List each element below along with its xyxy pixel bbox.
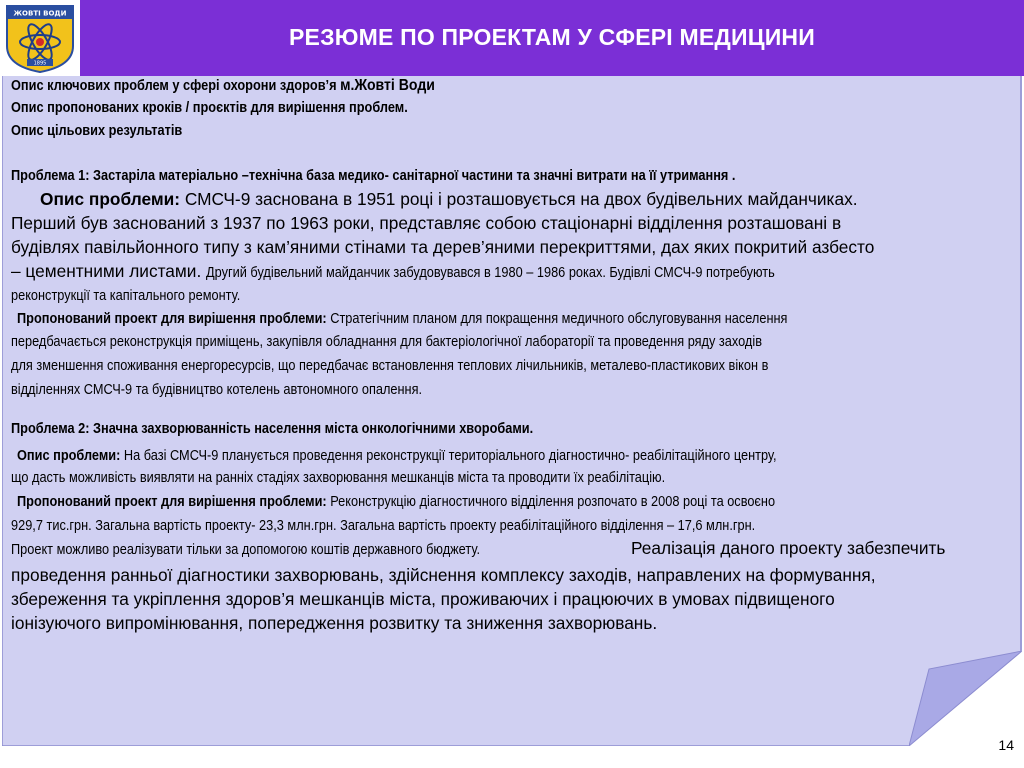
city-emblem-logo — [3, 2, 77, 74]
page-curl-corner — [909, 651, 1022, 746]
problem2-proj-line-1: Пропонований проект для вирішення проблеми: Реконструкцію діагностичного відділення розпочато в 2008 році та освоєно — [17, 494, 776, 510]
slide-title: РЕЗЮМЕ ПО ПРОЕКТАМ У СФЕРІ МЕДИЦИНИ — [289, 24, 815, 50]
problem2-proj-label: Пропонований проект для вирішення проблеми: — [17, 494, 327, 510]
problem1-proj-line-3: для зменшення споживання енергоресурсів, що передбачає встановлення теплових лічильників, металево-пластикових вікон в — [11, 358, 769, 374]
problem2-desc-line-1: Опис проблеми: На базі СМСЧ-9 планується проведення реконструкції територіального діагностично- реабілітаційного центру, — [17, 448, 777, 464]
problem1-proj-line-4: відділеннях СМСЧ-9 та будівництво котелень автономного опалення. — [11, 382, 423, 398]
problem2-desc-line-2: що дасть можливість виявляти на ранніх стадіях захворювання мешканців міста та проводити їх реабілітацію. — [11, 470, 666, 486]
problem1-desc-line-1: Опис проблеми: СМСЧ-9 заснована в 1951 році і розташовується на двох будівельних майданчиках. — [40, 189, 858, 209]
emblem-caption: ЖОВТІ ВОДИ — [13, 9, 67, 18]
problem2-proj-line-4: проведення ранньої діагностики захворювань, здійснення комплексу заходів, направлених на формування, — [11, 565, 876, 585]
problem1-desc-label: Опис проблеми: — [40, 189, 181, 209]
problem1-proj-line-2: передбачається реконструкція приміщень, закупівля обладнання для бактеріологічної лабораторії та проведення ряду заходів — [11, 334, 762, 350]
intro-line-3: Опис цільових результатів — [11, 123, 183, 139]
problem1-desc-line-3: будівлях павільйонного типу з кам’яними стінами та дерев’яними перекриттями, дах яких покритий азбесто — [11, 237, 875, 257]
problem2-proj-line-2: 929,7 тис.грн. Загальна вартість проекту- 23,3 млн.грн. Загальна вартість проекту реабілітаційного відділення – 17,6 млн.грн. — [11, 518, 756, 534]
page-number: 14 — [998, 737, 1014, 753]
problem2-proj-line-5: збереження та укріплення здоров’я мешканців міста, проживаючих і працюючих в умовах підвищеного — [11, 589, 835, 609]
emblem-year: 1895 — [33, 60, 47, 67]
problem1-proj-label: Пропонований проект для вирішення проблеми: — [17, 311, 327, 327]
problem1-desc-line-4: – цементними листами. Другий будівельний майданчик забудовувався в 1980 – 1986 роках. Будівлі СМСЧ-9 потребують — [11, 261, 775, 281]
problem1-desc-line-2: Перший був заснований з 1937 по 1963 роки, представляє собою стаціонарні відділення розташовані в — [11, 213, 842, 233]
problem1-proj-line-1: Пропонований проект для вирішення проблеми: Стратегічним планом для покращення медичного обслуговування населення — [17, 311, 788, 327]
intro-city: м.Жовті Води — [340, 77, 435, 94]
problem1-desc-line-5: реконструкції та капітального ремонту. — [11, 288, 241, 304]
problem2-proj-line-6: іонізуючого випромінювання, попередження розвитку та зниження захворювань. — [11, 613, 658, 633]
problem2-title: Проблема 2: Значна захворюванність населення міста онкологічними хворобами. — [11, 421, 534, 437]
problem2-desc-label: Опис проблеми: — [17, 448, 121, 464]
title-banner — [80, 0, 1024, 76]
intro-line-1: Опис ключових проблем у сфері охорони здоров’я м.Жовті Води — [11, 77, 435, 94]
intro-line-2: Опис пропонованих кроків / проєктів для вирішення проблем. — [11, 100, 408, 116]
problem1-title: Проблема 1: Застаріла матеріально –технічна база медико- санітарної частини та значні витрати на її утримання . — [11, 168, 736, 184]
problem2-proj-line-3: Проект можливо реалізувати тільки за допомогою коштів державного бюджету. Реалізація даного проекту забезпечить — [11, 538, 946, 558]
